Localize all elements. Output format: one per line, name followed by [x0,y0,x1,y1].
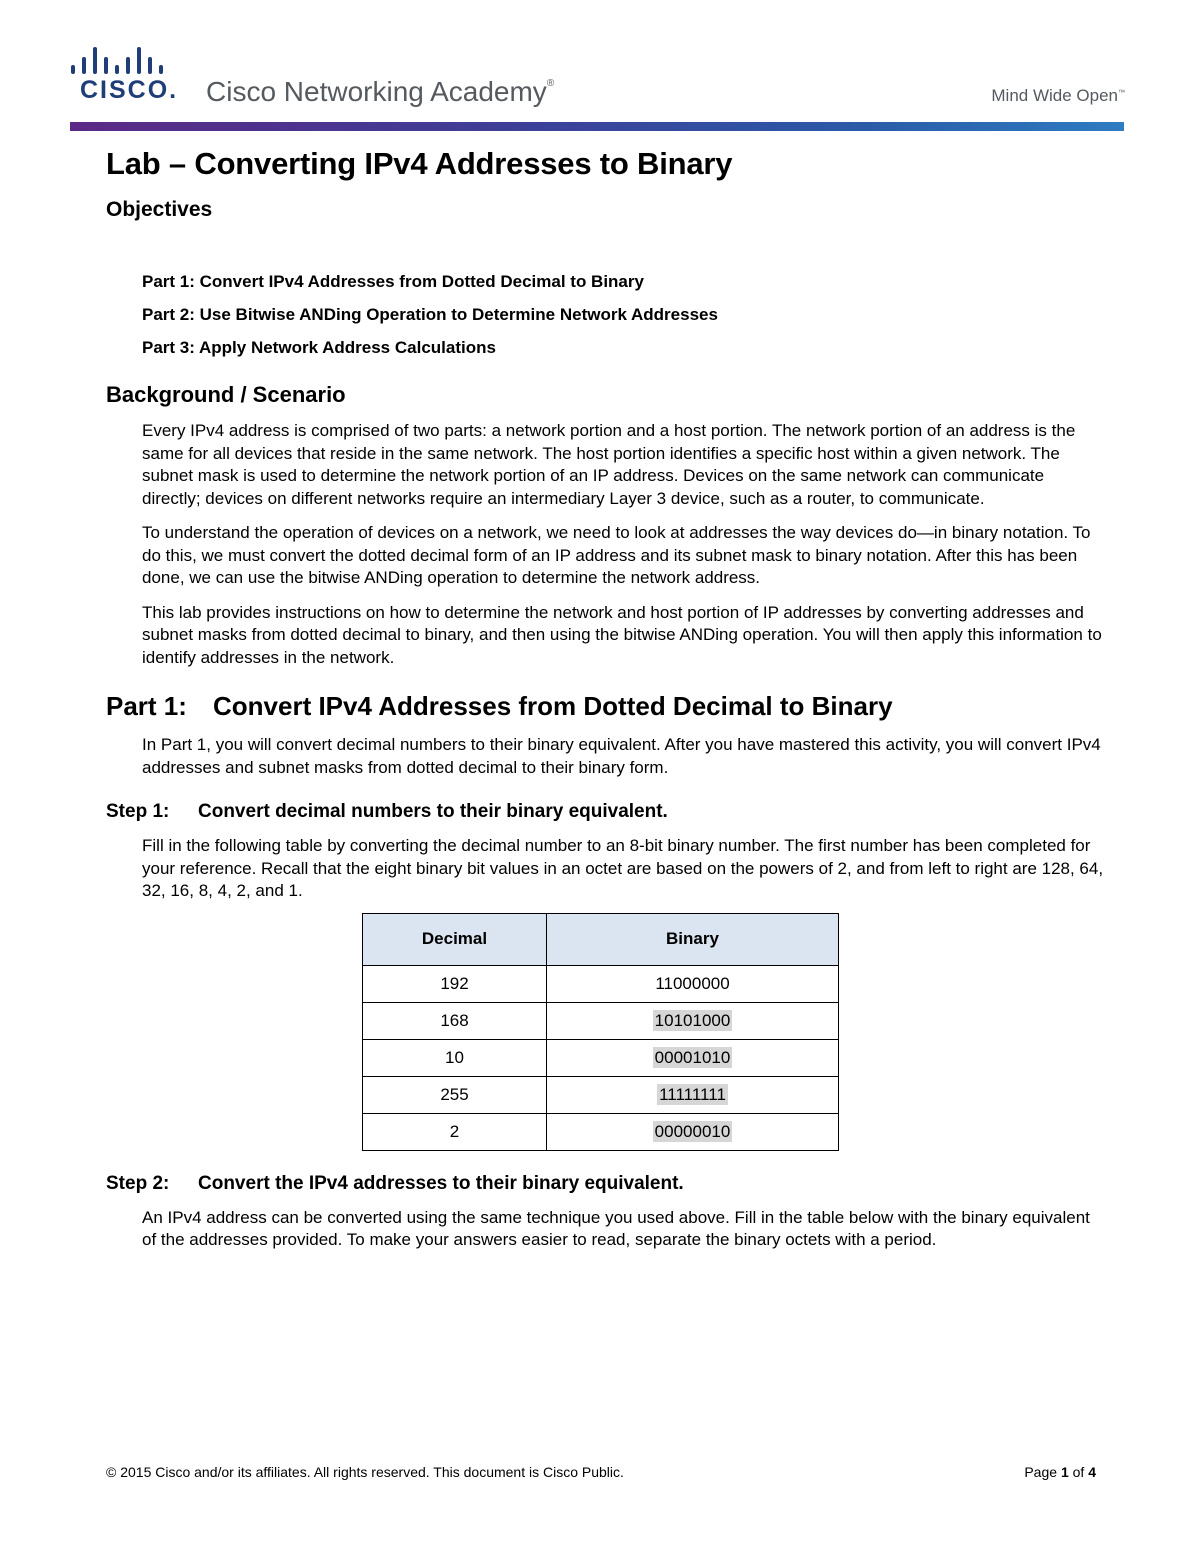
decimal-cell: 2 [363,1113,547,1150]
decimal-cell: 168 [363,1002,547,1039]
cisco-wordmark: CISCO. [80,76,179,104]
step2-text: An IPv4 address can be converted using the same technique you used above. Fill in the table below with the binary equivalent of the addresses provided. To make your answers easier to read, separate the binary octets with a period. [142,1207,1090,1249]
cisco-logo [66,44,179,104]
background-paragraph: To understand the operation of devices on a network, we need to look at addresses the way devices do—in binary notation. To do this, we must convert the dotted decimal form of an IP address and its subnet mask to binary notation. After this has been done, we can use the bitwise ANDing operation to determine the network address. [142,523,1091,587]
page-footer [106,1464,1096,1480]
decimal-cell: 192 [363,965,547,1002]
part1-title: Convert IPv4 Addresses from Dotted Decimal to Binary [213,691,893,721]
decimal-cell: 10 [363,1039,547,1076]
binary-cell [547,1039,839,1076]
background-heading: Background / Scenario [106,382,346,407]
academy-name: Cisco Networking Academy® [206,76,555,107]
binary-answer: 10101000 [654,1010,731,1030]
binary-cell [547,1002,839,1039]
binary-answer: 11111111 [659,1084,726,1104]
objectives-list [106,272,1106,358]
table-row [363,1113,839,1150]
background-paragraph: This lab provides instructions on how to determine the network and host portion of IP addresses by converting addresses and subnet masks from dotted decimal to binary, and then using the bitwise ANDing operation. You will then apply this information to identify addresses in the network. [142,602,1102,667]
part1-heading [106,691,1106,722]
table-row [363,1076,839,1113]
background-paragraph: Every IPv4 address is comprised of two parts: a network portion and a host portion. The network portion of an address is the same for all devices that reside in the same network. The host portion identifies a specific host within a given network. The subnet mask is used to determine the network portion of an IP address. Devices on the same network can communicate directly; devices on different networks require an intermediary Layer 3 device, such as a router, to communicate. [142,421,1076,508]
binary-cell [547,1113,839,1150]
part1-intro: In Part 1, you will convert decimal numbers to their binary equivalent. After you have mastered this activity, you will convert IPv4 addresses and subnet masks from dotted decimal to their binary form. [142,735,1101,777]
document-body [106,146,1106,1252]
header-rule [70,122,1124,131]
table-row [363,1002,839,1039]
decimal-cell: 255 [363,1076,547,1113]
step1-heading [106,801,1106,823]
binary-cell [547,1076,839,1113]
binary-answer: 00001010 [654,1047,731,1067]
tagline: Mind Wide Open™ [991,86,1125,105]
binary-value: 11000000 [655,973,730,993]
step1-text: Fill in the following table by converting the decimal number to an 8-bit binary number. The first number has been completed for your reference. Recall that the eight binary bit values in an octet are based on the powers of 2, and from left to right are 128, 64, 32, 16, 8, 4, 2, and 1. [142,836,1104,900]
objective-item: Part 1: Convert IPv4 Addresses from Dotted Decimal to Binary [142,272,644,291]
step1-label: Step 1: [106,801,170,822]
step1-title: Convert decimal numbers to their binary equivalent. [198,801,668,822]
step2-heading [106,1173,1106,1195]
column-header-binary: Binary [547,913,839,965]
page-header [0,0,1200,140]
copyright-text: © 2015 Cisco and/or its affiliates. All rights reserved. This document is Cisco Public. [106,1464,624,1480]
part1-label: Part 1: [106,691,187,721]
table-header-row [363,913,839,965]
page-title: Lab – Converting IPv4 Addresses to Binary [106,146,733,181]
binary-cell [547,965,839,1002]
step2-title: Convert the IPv4 addresses to their binary equivalent. [198,1172,684,1194]
column-header-decimal: Decimal [363,913,547,965]
binary-conversion-table [362,913,839,1151]
table-row [363,1039,839,1076]
table-row [363,965,839,1002]
page-number: Page 1 of 4 [1024,1464,1096,1480]
objective-item: Part 2: Use Bitwise ANDing Operation to Determine Network Addresses [142,305,718,324]
objective-item: Part 3: Apply Network Address Calculations [142,338,496,357]
step2-label: Step 2: [106,1172,170,1194]
objectives-heading: Objectives [106,198,213,221]
binary-answer: 00000010 [654,1121,731,1141]
cisco-bars-icon [71,44,163,74]
